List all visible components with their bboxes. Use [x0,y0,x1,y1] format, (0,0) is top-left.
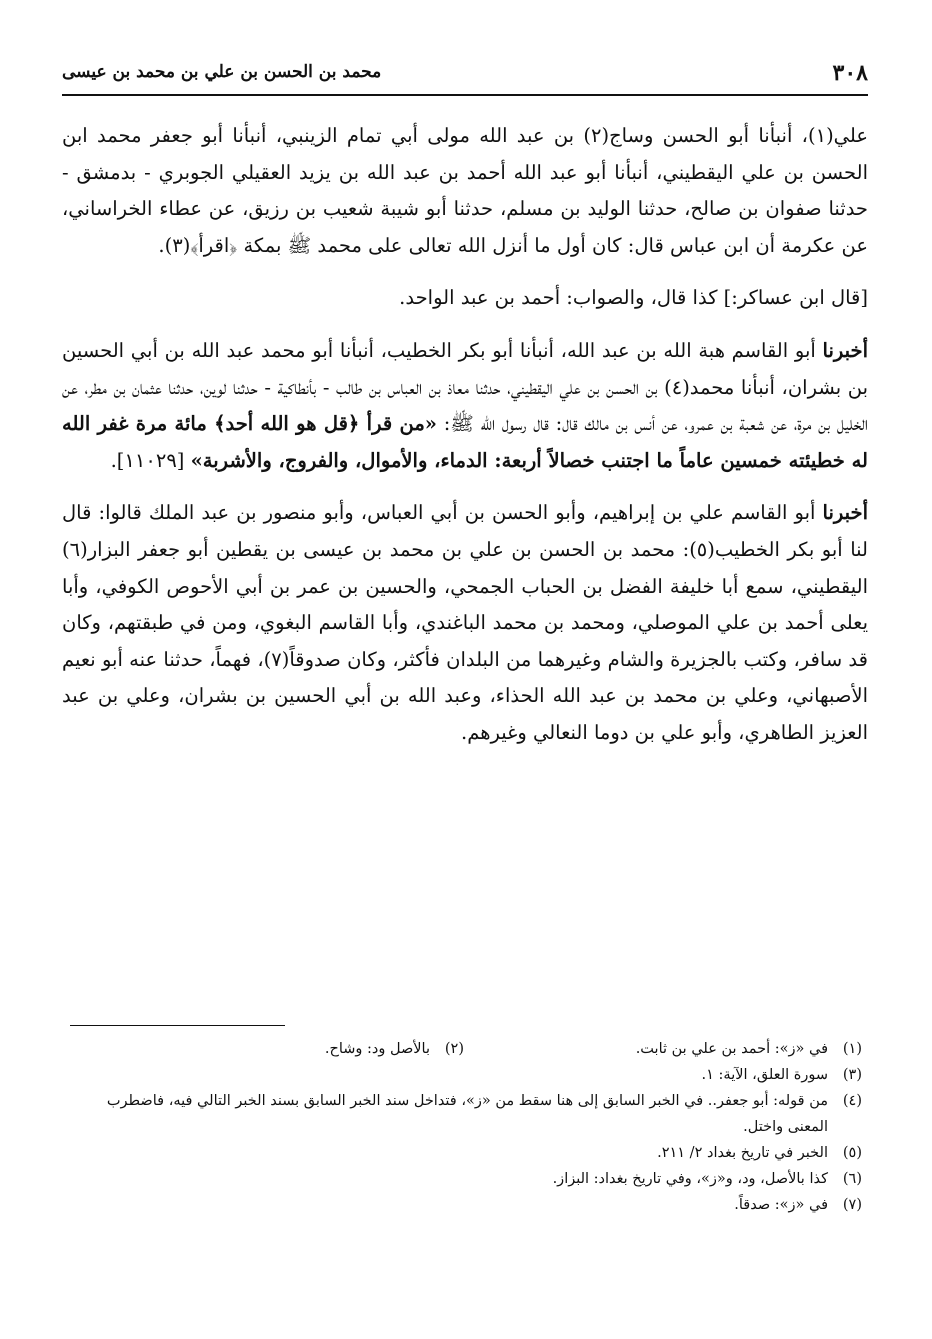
footnote-number: (٢) [444,1041,464,1057]
footnote-4 [66,1088,862,1140]
footnote-6 [66,1166,862,1192]
paragraph-1-text: علي(١)، أنبأنا أبو الحسن وساج(٢) بن عبد الله مولى أبي تمام الزينبي، أنبأنا أبو جعفر محمد ابن الحسن بن علي اليقطيني، أنبأنا أبو عبد الله أحمد بن عبد الله بن يزيد العقيلي الجوبري - بدمشق - حدثنا صفوان بن صالح، حدثنا الوليد بن مسلم، حدثنا أبو شيبة شعيب بن رزيق، عن عطاء الخراساني، عن عكرمة أن ابن عباس قال: كان أول ما أنزل الله تعالى على محمد ﷺ بمكة ﴿اقرأ﴾(٣). [62,124,869,257]
paragraph-3 [62,333,868,479]
footnotes [66,1036,862,1218]
footnote-number: (٤) [842,1093,862,1109]
paragraph-3-text: أبو القاسم هبة الله بن عبد الله، أنبأنا أبو بكر الخطيب، أنبأنا أبو محمد عبد الله بن أبي الحسين بن بشران، أنبأنا محمد(٤) بن الحسن بن علي اليقطيني، حدثنا معاذ بن العباس بن طالب - بأنطاكية - حدثنا لوين، حدثنا عثمان بن مطر، عن الخليل بن مرة، عن شعبة بن عمرو، عن أنس بن مالك قال: قال رسول الله ﷺ: [62,338,868,436]
footnote-number: (٥) [842,1145,862,1161]
footnote-text: سورة العلق، الآية: ١. [701,1067,828,1083]
paragraph-4 [62,495,868,751]
footnote-text: في «ز»: صدقاً. [734,1197,828,1213]
footnote-1 [464,1036,862,1062]
paragraph-3-tail: [١١٠٢٩]. [110,448,185,472]
main-text [62,118,868,752]
footnote-5 [66,1140,862,1166]
footnote-text: في «ز»: أحمد بن علي بن ثابت. [635,1041,828,1057]
footnote-text: من قوله: أبو جعفر.. في الخبر السابق إلى هنا سقط من «ز»، فتداخل سند الخبر السابق بسند الخبر التالي فيه، فاضطرب المعنى واختل. [106,1093,828,1135]
paragraph-4-text: أبو القاسم علي بن إبراهيم، وأبو الحسن بن أبي العباس، وأبو منصور بن عبد الملك قالوا: قال لنا أبو بكر الخطيب(٥): محمد بن الحسن بن علي بن محمد بن عيسى بن يقطين أبو جعفر البزار(٦) اليقطيني، سمع أبا خليفة الفضل بن الحباب الجمحي، والحسين بن عمر بن أبي الأحوص الكوفي، وأبا يعلى أحمد بن علي الموصلي، ومحمد بن محمد الباغندي، وأبا القاسم البغوي، ومن في طبقتهم، وكان قد سافر، وكتب بالجزيرة والشام وغيرهما من البلدان فأكثر، وكان صدوقاً(٧)، فهماً، حدثنا عنه أبو نعيم الأصبهاني، وعلي بن محمد بن عبد الله الحذاء، وعبد الله بن أبي الحسين بن بشران، وعلي بن عبد العزيز الطاهري، وأبو علي بن دوما النعالي وغيرهم. [62,501,868,744]
footnote-separator [70,1025,285,1026]
footnote-2 [66,1036,464,1062]
running-title: محمد بن الحسن بن علي بن محمد بن عيسى [62,62,382,82]
footnote-row [66,1036,862,1062]
footnote-text: كذا بالأصل، ود، و«ز»، وفي تاريخ بغداد: البزاز. [552,1171,828,1187]
footnote-3 [66,1062,862,1088]
footnote-number: (٦) [842,1171,862,1187]
footnote-text: الخبر في تاريخ بغداد ٢/ ٢١١. [657,1145,828,1161]
page-number: ٣٠٨ [832,60,868,86]
footnote-number: (١) [842,1041,862,1057]
paragraph-2 [62,280,868,317]
page-header [62,54,868,96]
paragraph-1 [62,118,868,264]
paragraph-2-text: [قال ابن عساكر:] كذا قال، والصواب: أحمد بن عبد الواحد. [399,286,868,310]
hadith-text: «من قرأ ﴿قل هو الله أحد﴾ مائة مرة غفر الله له خطيئته خمسين عاماً ما اجتنب خصالاً أربعة: الدماء، والأموال، والفروج، والأشربة» [62,412,868,472]
paragraph-3-lead: أخبرنا [822,338,868,362]
footnote-number: (٧) [842,1197,862,1213]
paragraph-4-lead: أخبرنا [822,501,869,525]
footnote-7 [66,1192,862,1218]
footnote-text: بالأصل ود: وشاح. [324,1041,430,1057]
footnote-number: (٣) [842,1067,862,1083]
